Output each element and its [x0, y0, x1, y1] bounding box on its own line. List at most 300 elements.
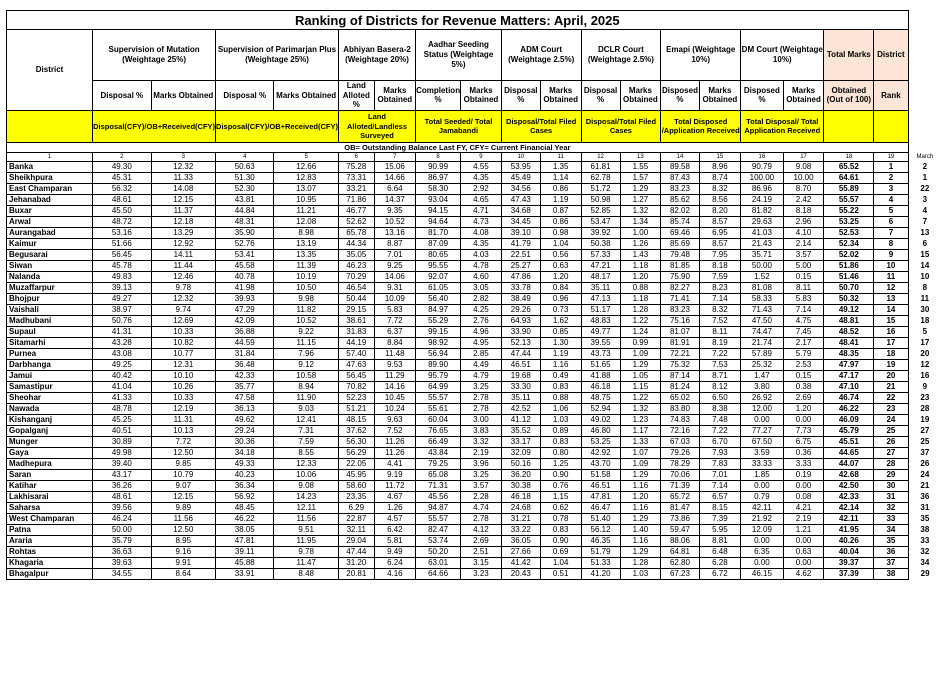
table-cell: 9.98: [274, 293, 339, 304]
table-cell: 56.32: [93, 183, 151, 194]
rank-cell: 11: [874, 271, 908, 282]
total-marks-cell: 52.34: [824, 238, 874, 249]
table-cell: 3.05: [461, 282, 502, 293]
district-name: Munger: [7, 436, 93, 447]
table-cell: 7.01: [374, 249, 415, 260]
table-cell: 1.22: [620, 315, 661, 326]
table-cell: 0.83: [540, 436, 581, 447]
table-cell: 1.26: [620, 238, 661, 249]
table-cell: 44.84: [216, 205, 274, 216]
table-cell: 7.22: [699, 425, 740, 436]
table-row: [7, 238, 942, 249]
table-cell: 1.14: [540, 172, 581, 183]
district-name: Araria: [7, 535, 93, 546]
table-cell: 14.11: [151, 249, 216, 260]
rank-cell: 23: [874, 403, 908, 414]
table-cell: 7.14: [699, 480, 740, 491]
table-cell: 48.72: [93, 216, 151, 227]
table-cell: 81.07: [661, 326, 699, 337]
total-marks-cell: 46.09: [824, 414, 874, 425]
table-cell: 56.94: [416, 348, 461, 359]
column-index: 17: [783, 152, 824, 161]
table-cell: 2.82: [461, 293, 502, 304]
district-name: West Champaran: [7, 513, 93, 524]
table-cell: 1.29: [620, 469, 661, 480]
table-cell: 1.43: [620, 249, 661, 260]
table-cell: 53.47: [581, 216, 620, 227]
table-cell: 10.09: [374, 293, 415, 304]
subheader-percent: Disposed %: [741, 81, 784, 111]
march-rank-cell: 21: [920, 480, 930, 490]
table-cell: 4.21: [783, 502, 824, 513]
march-rank-cell: 38: [920, 524, 930, 534]
ranking-table: [6, 10, 942, 580]
district-name: Gopalganj: [7, 425, 93, 436]
total-marks-header: Total Marks: [824, 30, 874, 81]
district-name: Sitamarhi: [7, 337, 93, 348]
table-cell: 3.80: [741, 381, 784, 392]
march-rank-cell: 34: [920, 557, 930, 567]
table-cell: 79.25: [416, 458, 461, 469]
table-cell: 14.06: [374, 271, 415, 282]
table-cell: 5.95: [699, 524, 740, 535]
table-cell: 12.83: [274, 172, 339, 183]
table-cell: 7.39: [699, 513, 740, 524]
table-row: [7, 260, 942, 271]
column-index: 13: [620, 152, 661, 161]
table-cell: 47.81: [581, 491, 620, 502]
table-cell: 52.13: [501, 337, 540, 348]
table-cell: 4.49: [461, 359, 502, 370]
table-cell: 8.95: [151, 535, 216, 546]
table-cell: 60.04: [416, 414, 461, 425]
table-cell: 47.43: [501, 194, 540, 205]
table-cell: 35.52: [501, 425, 540, 436]
table-cell: 43.84: [416, 447, 461, 458]
table-cell: 1.55: [620, 161, 661, 172]
table-cell: 0.51: [540, 568, 581, 579]
district-name: Rohtas: [7, 546, 93, 557]
table-cell: 35.11: [581, 282, 620, 293]
table-cell: 40.23: [216, 469, 274, 480]
table-row: [7, 392, 942, 403]
table-cell: 20.81: [338, 568, 374, 579]
table-cell: 30.89: [93, 436, 151, 447]
table-cell: 45.95: [338, 469, 374, 480]
table-cell: 22.05: [338, 458, 374, 469]
table-cell: 0.96: [540, 293, 581, 304]
table-row: [7, 502, 942, 513]
table-cell: 40.78: [216, 271, 274, 282]
table-cell: 48.83: [581, 315, 620, 326]
table-cell: 24.68: [501, 502, 540, 513]
table-cell: 86.97: [416, 172, 461, 183]
table-cell: 46.24: [93, 513, 151, 524]
rank-cell: 37: [874, 557, 908, 568]
table-cell: 12.50: [151, 524, 216, 535]
table-cell: 10.06: [274, 469, 339, 480]
table-cell: 66.49: [416, 436, 461, 447]
table-cell: 13.19: [274, 238, 339, 249]
rank-cell: 10: [874, 260, 908, 271]
table-cell: 34.55: [93, 568, 151, 579]
table-cell: 45.31: [93, 172, 151, 183]
table-cell: 78.29: [661, 458, 699, 469]
march-rank-cell: 13: [920, 227, 930, 237]
rank-cell: 14: [874, 304, 908, 315]
table-cell: 9.91: [151, 557, 216, 568]
table-cell: 6.35: [741, 546, 784, 557]
table-cell: 58.60: [338, 480, 374, 491]
table-cell: 9.19: [374, 469, 415, 480]
table-cell: 11.21: [274, 205, 339, 216]
table-cell: 0.87: [540, 205, 581, 216]
march-rank-cell: 11: [920, 293, 930, 303]
column-index: 6: [338, 152, 374, 161]
table-cell: 83.80: [661, 403, 699, 414]
table-cell: 12.33: [274, 458, 339, 469]
table-cell: 56.45: [93, 249, 151, 260]
subheader-percent: Completion %: [416, 81, 461, 111]
table-cell: 10.45: [374, 392, 415, 403]
table-cell: 75.32: [661, 359, 699, 370]
table-cell: 48.45: [216, 502, 274, 513]
march-rank-cell: 7: [922, 216, 928, 226]
table-cell: 7.72: [374, 315, 415, 326]
group-header: Aadhar Seeding Status (Weightage 5%): [416, 30, 502, 81]
district-name: Bhagalpur: [7, 568, 93, 579]
table-cell: 12.92: [151, 238, 216, 249]
total-marks-cell: 48.81: [824, 315, 874, 326]
table-cell: 47.13: [581, 293, 620, 304]
table-cell: 4.12: [461, 524, 502, 535]
table-cell: 43.70: [581, 458, 620, 469]
march-rank-cell: 23: [920, 392, 930, 402]
table-cell: 46.51: [501, 359, 540, 370]
table-cell: 85.69: [661, 238, 699, 249]
table-cell: 52.85: [581, 205, 620, 216]
table-cell: 3.59: [741, 447, 784, 458]
table-cell: 67.50: [741, 436, 784, 447]
rank-cell: 20: [874, 370, 908, 381]
march-rank-cell: 26: [920, 458, 930, 468]
table-cell: 87.09: [416, 238, 461, 249]
total-marks-cell: 55.89: [824, 183, 874, 194]
table-cell: 11.44: [151, 260, 216, 271]
table-cell: 55.57: [416, 392, 461, 403]
table-cell: 4.96: [461, 326, 502, 337]
table-cell: 11.26: [374, 436, 415, 447]
table-cell: 71.39: [661, 480, 699, 491]
march-rank-cell: 25: [920, 436, 930, 446]
rank-cell: 21: [874, 381, 908, 392]
table-cell: 8.15: [699, 502, 740, 513]
table-cell: 8.12: [699, 381, 740, 392]
table-cell: 7.01: [699, 469, 740, 480]
table-cell: 0.88: [620, 282, 661, 293]
formula-definition: Total Seeded/ Total Jamabandi: [416, 110, 502, 142]
table-cell: 8.18: [699, 260, 740, 271]
district-name: Saran: [7, 469, 93, 480]
district-name: Supaul: [7, 326, 93, 337]
rank-cell: 8: [874, 238, 908, 249]
table-cell: 33.91: [216, 568, 274, 579]
table-cell: 9.85: [151, 458, 216, 469]
table-cell: 1.47: [741, 370, 784, 381]
table-cell: 3.33: [783, 458, 824, 469]
table-cell: 0.69: [540, 546, 581, 557]
table-cell: 0.15: [783, 370, 824, 381]
subheader-marks: Marks Obtained: [374, 81, 415, 111]
subheader-marks: Marks Obtained: [540, 81, 581, 111]
table-cell: 38.05: [216, 524, 274, 535]
table-cell: 12.32: [151, 161, 216, 172]
table-cell: 41.98: [216, 282, 274, 293]
table-cell: 13.07: [274, 183, 339, 194]
march-rank-cell: 5: [922, 326, 928, 336]
table-cell: 31.20: [338, 557, 374, 568]
table-cell: 34.68: [501, 205, 540, 216]
table-cell: 14.66: [374, 172, 415, 183]
table-cell: 14.37: [374, 194, 415, 205]
table-cell: 0.63: [540, 260, 581, 271]
table-cell: 3.83: [461, 425, 502, 436]
table-cell: 46.47: [581, 502, 620, 513]
table-cell: 7.52: [699, 315, 740, 326]
table-cell: 5.83: [374, 304, 415, 315]
table-cell: 1.62: [540, 315, 581, 326]
rank-cell: 30: [874, 480, 908, 491]
table-cell: 1.29: [620, 546, 661, 557]
table-cell: 10.13: [151, 425, 216, 436]
total-marks-cell: 44.65: [824, 447, 874, 458]
table-cell: 64.66: [416, 568, 461, 579]
table-cell: 71.86: [338, 194, 374, 205]
table-row: [7, 491, 942, 502]
table-cell: 45.25: [93, 414, 151, 425]
table-cell: 1.18: [620, 260, 661, 271]
subheader-marks: Marks Obtained: [699, 81, 740, 111]
table-row: [7, 403, 942, 414]
table-cell: 55.57: [416, 513, 461, 524]
table-cell: 9.53: [374, 359, 415, 370]
table-cell: 94.15: [416, 205, 461, 216]
table-cell: 2.76: [461, 315, 502, 326]
total-marks-cell: 40.26: [824, 535, 874, 546]
table-cell: 3.57: [461, 480, 502, 491]
table-cell: 33.22: [501, 524, 540, 535]
table-cell: 57.40: [338, 348, 374, 359]
table-cell: 7.53: [699, 359, 740, 370]
table-cell: 4.65: [461, 194, 502, 205]
table-cell: 10.52: [374, 216, 415, 227]
table-cell: 57.89: [741, 348, 784, 359]
table-cell: 38.49: [501, 293, 540, 304]
march-rank-cell: 2: [922, 161, 928, 171]
table-cell: 4.25: [461, 304, 502, 315]
table-cell: 62.80: [661, 557, 699, 568]
table-cell: 79.48: [661, 249, 699, 260]
column-index: 5: [274, 152, 339, 161]
table-cell: 56.40: [416, 293, 461, 304]
table-cell: 36.48: [216, 359, 274, 370]
table-cell: 10.50: [274, 282, 339, 293]
march-rank-cell: 12: [920, 359, 930, 369]
table-cell: 0.00: [783, 480, 824, 491]
table-cell: 1.22: [620, 392, 661, 403]
table-cell: 11.82: [274, 304, 339, 315]
table-cell: 11.47: [274, 557, 339, 568]
table-cell: 31.84: [216, 348, 274, 359]
column-index: 15: [699, 152, 740, 161]
table-cell: 9.25: [374, 260, 415, 271]
table-cell: 2.78: [461, 513, 502, 524]
table-cell: 29.63: [741, 216, 784, 227]
table-cell: 77.27: [741, 425, 784, 436]
march-rank-cell: 4: [922, 205, 928, 215]
table-cell: 0.78: [540, 513, 581, 524]
table-cell: 51.21: [338, 403, 374, 414]
table-cell: 45.50: [93, 205, 151, 216]
total-marks-cell: 48.41: [824, 337, 874, 348]
table-cell: 7.22: [699, 348, 740, 359]
total-marks-cell: 42.14: [824, 502, 874, 513]
total-marks-cell: 48.52: [824, 326, 874, 337]
total-marks-cell: 47.10: [824, 381, 874, 392]
march-rank-cell: 32: [920, 546, 930, 556]
rank-def-blank: [874, 110, 908, 142]
table-cell: 45.49: [501, 172, 540, 183]
table-cell: 0.00: [741, 557, 784, 568]
rank-cell: 25: [874, 425, 908, 436]
table-cell: 1.35: [540, 161, 581, 172]
table-cell: 8.56: [699, 194, 740, 205]
table-cell: 2.69: [461, 535, 502, 546]
table-row: [7, 436, 942, 447]
table-cell: 1.29: [620, 359, 661, 370]
table-cell: 1.15: [620, 381, 661, 392]
march-rank-cell: 29: [920, 568, 930, 578]
table-cell: 1.40: [620, 524, 661, 535]
table-cell: 2.51: [461, 546, 502, 557]
table-cell: 9.08: [783, 161, 824, 172]
table-cell: 9.07: [151, 480, 216, 491]
table-row: [7, 524, 942, 535]
table-cell: 1.16: [620, 535, 661, 546]
table-cell: 48.78: [93, 403, 151, 414]
march-rank-cell: 14: [920, 260, 930, 270]
total-marks-cell: 42.33: [824, 491, 874, 502]
table-cell: 1.29: [620, 183, 661, 194]
march-rank-cell: 6: [922, 238, 928, 248]
table-cell: 1.28: [620, 557, 661, 568]
table-cell: 33.21: [338, 183, 374, 194]
table-cell: 6.48: [699, 546, 740, 557]
table-cell: 2.85: [461, 348, 502, 359]
table-cell: 6.75: [783, 436, 824, 447]
table-cell: 39.93: [216, 293, 274, 304]
table-cell: 32.09: [501, 447, 540, 458]
table-cell: 48.75: [581, 392, 620, 403]
table-cell: 63.01: [416, 557, 461, 568]
table-cell: 50.00: [741, 260, 784, 271]
table-row: [7, 557, 942, 568]
table-cell: 35.11: [501, 392, 540, 403]
table-cell: 38.61: [338, 315, 374, 326]
total-marks-cell: 45.51: [824, 436, 874, 447]
table-cell: 51.72: [581, 183, 620, 194]
march-rank-cell: 18: [920, 315, 930, 325]
table-cell: 85.74: [661, 216, 699, 227]
table-cell: 21.43: [741, 238, 784, 249]
table-cell: 6.50: [699, 392, 740, 403]
subheader-percent: Disposed %: [661, 81, 699, 111]
table-cell: 81.70: [416, 227, 461, 238]
table-cell: 100.00: [741, 172, 784, 183]
column-index: 19: [874, 152, 908, 161]
table-cell: 52.62: [338, 216, 374, 227]
district-name: Kaimur: [7, 238, 93, 249]
table-cell: 11.56: [151, 513, 216, 524]
table-cell: 11.95: [274, 535, 339, 546]
table-cell: 34.45: [501, 216, 540, 227]
table-cell: 56.29: [338, 447, 374, 458]
table-cell: 12.08: [274, 216, 339, 227]
table-cell: 1.19: [540, 194, 581, 205]
table-cell: 46.18: [501, 491, 540, 502]
table-cell: 0.63: [783, 546, 824, 557]
table-cell: 7.59: [699, 271, 740, 282]
table-cell: 1.16: [540, 359, 581, 370]
march-rank-cell: 27: [920, 425, 930, 435]
table-cell: 83.23: [661, 183, 699, 194]
formula-definition: Disposal/Total Filed Cases: [581, 110, 661, 142]
table-cell: 90.79: [741, 161, 784, 172]
table-cell: 3.25: [461, 469, 502, 480]
total-marks-cell: 45.79: [824, 425, 874, 436]
table-cell: 35.79: [93, 535, 151, 546]
table-cell: 1.03: [620, 568, 661, 579]
table-cell: 85.62: [661, 194, 699, 205]
table-row: [7, 370, 942, 381]
table-cell: 38.97: [93, 304, 151, 315]
table-cell: 47.50: [741, 315, 784, 326]
district-column-header: District: [7, 30, 93, 111]
table-cell: 70.06: [661, 469, 699, 480]
table-cell: 42.92: [581, 447, 620, 458]
table-row: [7, 381, 942, 392]
table-cell: 44.59: [216, 337, 274, 348]
district-name: Muzaffarpur: [7, 282, 93, 293]
table-cell: 42.33: [216, 370, 274, 381]
table-cell: 29.26: [501, 304, 540, 315]
table-cell: 73.86: [661, 513, 699, 524]
table-row: [7, 348, 942, 359]
table-cell: 8.96: [699, 161, 740, 172]
column-index: 1: [7, 152, 93, 161]
table-cell: 6.95: [699, 227, 740, 238]
formula-definition: Disposal(CFY)/OB+Received(CFY): [216, 110, 339, 142]
total-marks-cell: 37.39: [824, 568, 874, 579]
rank-cell: 12: [874, 282, 908, 293]
table-cell: 1.07: [620, 447, 661, 458]
table-cell: 8.57: [699, 238, 740, 249]
table-cell: 39.56: [93, 502, 151, 513]
table-cell: 7.72: [151, 436, 216, 447]
table-cell: 12.15: [151, 491, 216, 502]
march-rank-cell: 28: [920, 403, 930, 413]
table-cell: 0.00: [741, 414, 784, 425]
